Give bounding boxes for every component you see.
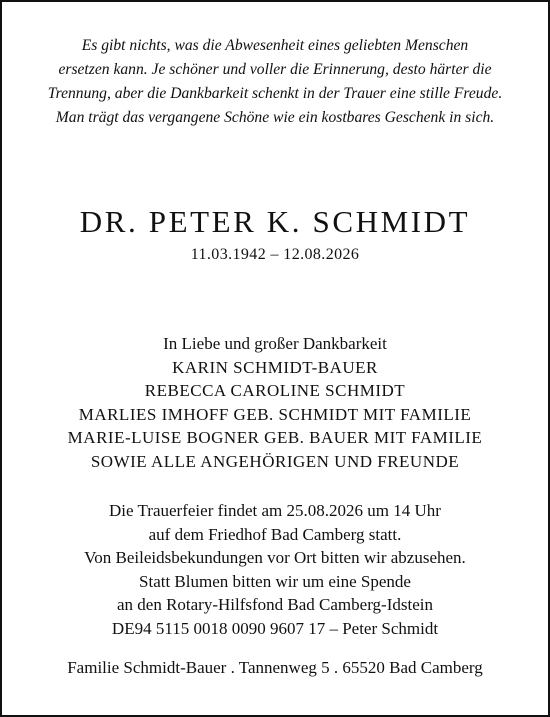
service-line: DE94 5115 0018 0090 9607 17 – Peter Schmidt [111, 618, 439, 638]
quote-line: Es gibt nichts, was die Abwesenheit eines geliebten Menschen [81, 37, 469, 54]
mourner-name: SOWIE ALLE ANGEHÖRIGEN UND FREUNDE [90, 451, 460, 471]
mourner-name: KARIN SCHMIDT-BAUER [172, 357, 378, 377]
mourner-name: MARIE-LUISE BOGNER GEB. BAUER MIT FAMILIE [67, 428, 483, 447]
mourners-list [2, 356, 548, 474]
service-line: Von Beileidsbekundungen vor Ort bitten wir abzusehen. [84, 548, 466, 567]
service-line: auf dem Friedhof Bad Camberg statt. [148, 524, 402, 544]
service-line: Statt Blumen bitten wir um eine Spende [139, 571, 411, 591]
life-dates: 11.03.1942 – 12.08.2026 [190, 246, 360, 263]
mourners-intro: In Liebe und großer Dankbarkeit [163, 334, 387, 353]
deceased-name: DR. PETER K. SCHMIDT [79, 204, 471, 239]
funeral-service-info [2, 499, 548, 640]
quote-line: Man trägt das vergangene Schöne wie ein kostbares Geschenk in sich. [55, 109, 495, 126]
quote-line: Trennung, aber die Dankbarkeit schenkt in der Trauer eine stille Freude. [47, 85, 503, 102]
service-line: Die Trauerfeier findet am 25.08.2026 um 14 Uhr [109, 501, 441, 520]
mourners-block [2, 332, 548, 473]
memorial-quote [12, 34, 538, 130]
family-address: Familie Schmidt-Bauer . Tannenweg 5 . 65520 Bad Camberg [67, 658, 483, 677]
service-line: an den Rotary-Hilfsfond Bad Camberg-Idstein [116, 595, 433, 614]
mourner-name: REBECCA CAROLINE SCHMIDT [144, 381, 406, 400]
quote-line: ersetzen kann. Je schöner und voller die Erinnerung, desto härter die [58, 61, 492, 78]
mourner-name: MARLIES IMHOFF GEB. SCHMIDT MIT FAMILIE [78, 404, 472, 424]
